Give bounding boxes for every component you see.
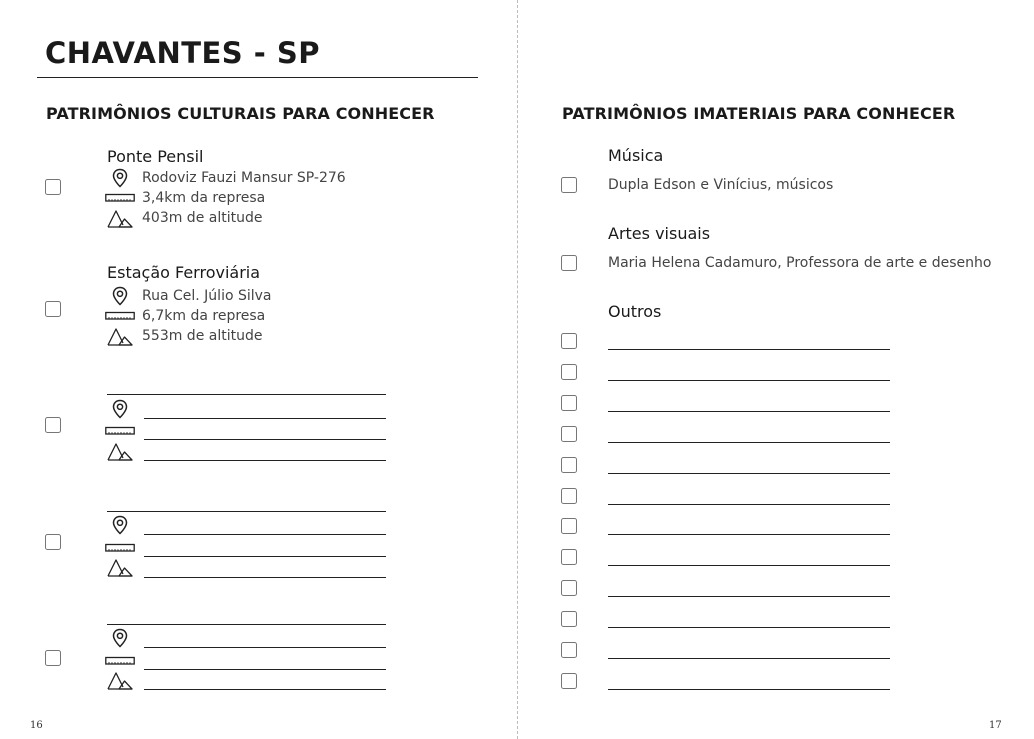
others-item-2-field[interactable]	[608, 364, 890, 381]
category-visual-arts-description: Maria Helena Cadamuro, Professora de arte e desenho	[608, 255, 992, 271]
others-item-5-field[interactable]	[608, 457, 890, 474]
entry-2-checkbox[interactable]	[45, 301, 61, 317]
others-item-5-checkbox[interactable]	[561, 457, 577, 473]
others-item-7-field[interactable]	[608, 518, 890, 535]
blank-entry-4-checkbox[interactable]	[45, 534, 61, 550]
entry-1-altitude: 403m de altitude	[142, 210, 263, 226]
blank-entry-3-distance-field[interactable]	[144, 423, 386, 440]
others-item-7-checkbox[interactable]	[561, 518, 577, 534]
others-item-12-field[interactable]	[608, 673, 890, 690]
others-item-6-checkbox[interactable]	[561, 488, 577, 504]
ruler-icon	[105, 543, 135, 553]
others-item-11-field[interactable]	[608, 642, 890, 659]
mountain-icon	[107, 557, 133, 577]
ruler-icon	[105, 193, 135, 203]
others-item-9-field[interactable]	[608, 580, 890, 597]
category-visual-arts-title: Artes visuais	[608, 224, 711, 243]
others-item-12-checkbox[interactable]	[561, 673, 577, 689]
entry-1-address: Rodoviz Fauzi Mansur SP-276	[142, 170, 346, 186]
others-item-6-field[interactable]	[608, 488, 890, 505]
blank-entry-5-checkbox[interactable]	[45, 650, 61, 666]
mountain-icon	[107, 326, 133, 346]
entry-1-checkbox[interactable]	[45, 179, 61, 195]
ruler-icon	[105, 426, 135, 436]
others-item-8-checkbox[interactable]	[561, 549, 577, 565]
location-pin-icon	[110, 628, 130, 648]
blank-entry-4-altitude-field[interactable]	[144, 561, 386, 578]
mountain-icon	[107, 441, 133, 461]
others-item-2-checkbox[interactable]	[561, 364, 577, 380]
page-number-right: 17	[989, 720, 1002, 731]
entry-2-distance: 6,7km da represa	[142, 308, 266, 324]
blank-entry-5-address-field[interactable]	[144, 631, 386, 648]
page-divider	[517, 0, 518, 739]
blank-entry-4-address-field[interactable]	[144, 518, 386, 535]
others-item-1-checkbox[interactable]	[561, 333, 577, 349]
location-pin-icon	[110, 168, 130, 188]
entry-2-address: Rua Cel. Júlio Silva	[142, 288, 272, 304]
cultural-heritage-section-title: PATRIMÔNIOS CULTURAIS PARA CONHECER	[46, 104, 435, 123]
title-underline	[37, 77, 478, 78]
entry-2-name: Estação Ferroviária	[107, 263, 261, 282]
blank-entry-5-name-field[interactable]	[107, 608, 386, 625]
others-item-4-checkbox[interactable]	[561, 426, 577, 442]
blank-entry-5-distance-field[interactable]	[144, 653, 386, 670]
location-pin-icon	[110, 399, 130, 419]
blank-entry-3-name-field[interactable]	[107, 378, 386, 395]
page-number-left: 16	[30, 720, 43, 731]
blank-entry-4-name-field[interactable]	[107, 495, 386, 512]
others-item-1-field[interactable]	[608, 333, 890, 350]
others-item-4-field[interactable]	[608, 426, 890, 443]
mountain-icon	[107, 208, 133, 228]
blank-entry-5-altitude-field[interactable]	[144, 673, 386, 690]
category-others-title: Outros	[608, 302, 662, 321]
entry-2-altitude: 553m de altitude	[142, 328, 263, 344]
ruler-icon	[105, 311, 135, 321]
others-item-3-checkbox[interactable]	[561, 395, 577, 411]
mountain-icon	[107, 670, 133, 690]
page-title: CHAVANTES - SP	[45, 36, 321, 70]
entry-1-name: Ponte Pensil	[107, 147, 204, 166]
category-music-description: Dupla Edson e Vinícius, músicos	[608, 177, 834, 193]
blank-entry-3-address-field[interactable]	[144, 402, 386, 419]
category-music-title: Música	[608, 146, 664, 165]
location-pin-icon	[110, 515, 130, 535]
entry-1-distance: 3,4km da represa	[142, 190, 266, 206]
others-item-8-field[interactable]	[608, 549, 890, 566]
blank-entry-3-altitude-field[interactable]	[144, 444, 386, 461]
others-item-10-checkbox[interactable]	[561, 611, 577, 627]
intangible-heritage-section-title: PATRIMÔNIOS IMATERIAIS PARA CONHECER	[562, 104, 956, 123]
blank-entry-3-checkbox[interactable]	[45, 417, 61, 433]
others-item-9-checkbox[interactable]	[561, 580, 577, 596]
others-item-10-field[interactable]	[608, 611, 890, 628]
ruler-icon	[105, 656, 135, 666]
category-visual-arts-checkbox[interactable]	[561, 255, 577, 271]
category-music-checkbox[interactable]	[561, 177, 577, 193]
blank-entry-4-distance-field[interactable]	[144, 540, 386, 557]
others-item-3-field[interactable]	[608, 395, 890, 412]
others-item-11-checkbox[interactable]	[561, 642, 577, 658]
location-pin-icon	[110, 286, 130, 306]
